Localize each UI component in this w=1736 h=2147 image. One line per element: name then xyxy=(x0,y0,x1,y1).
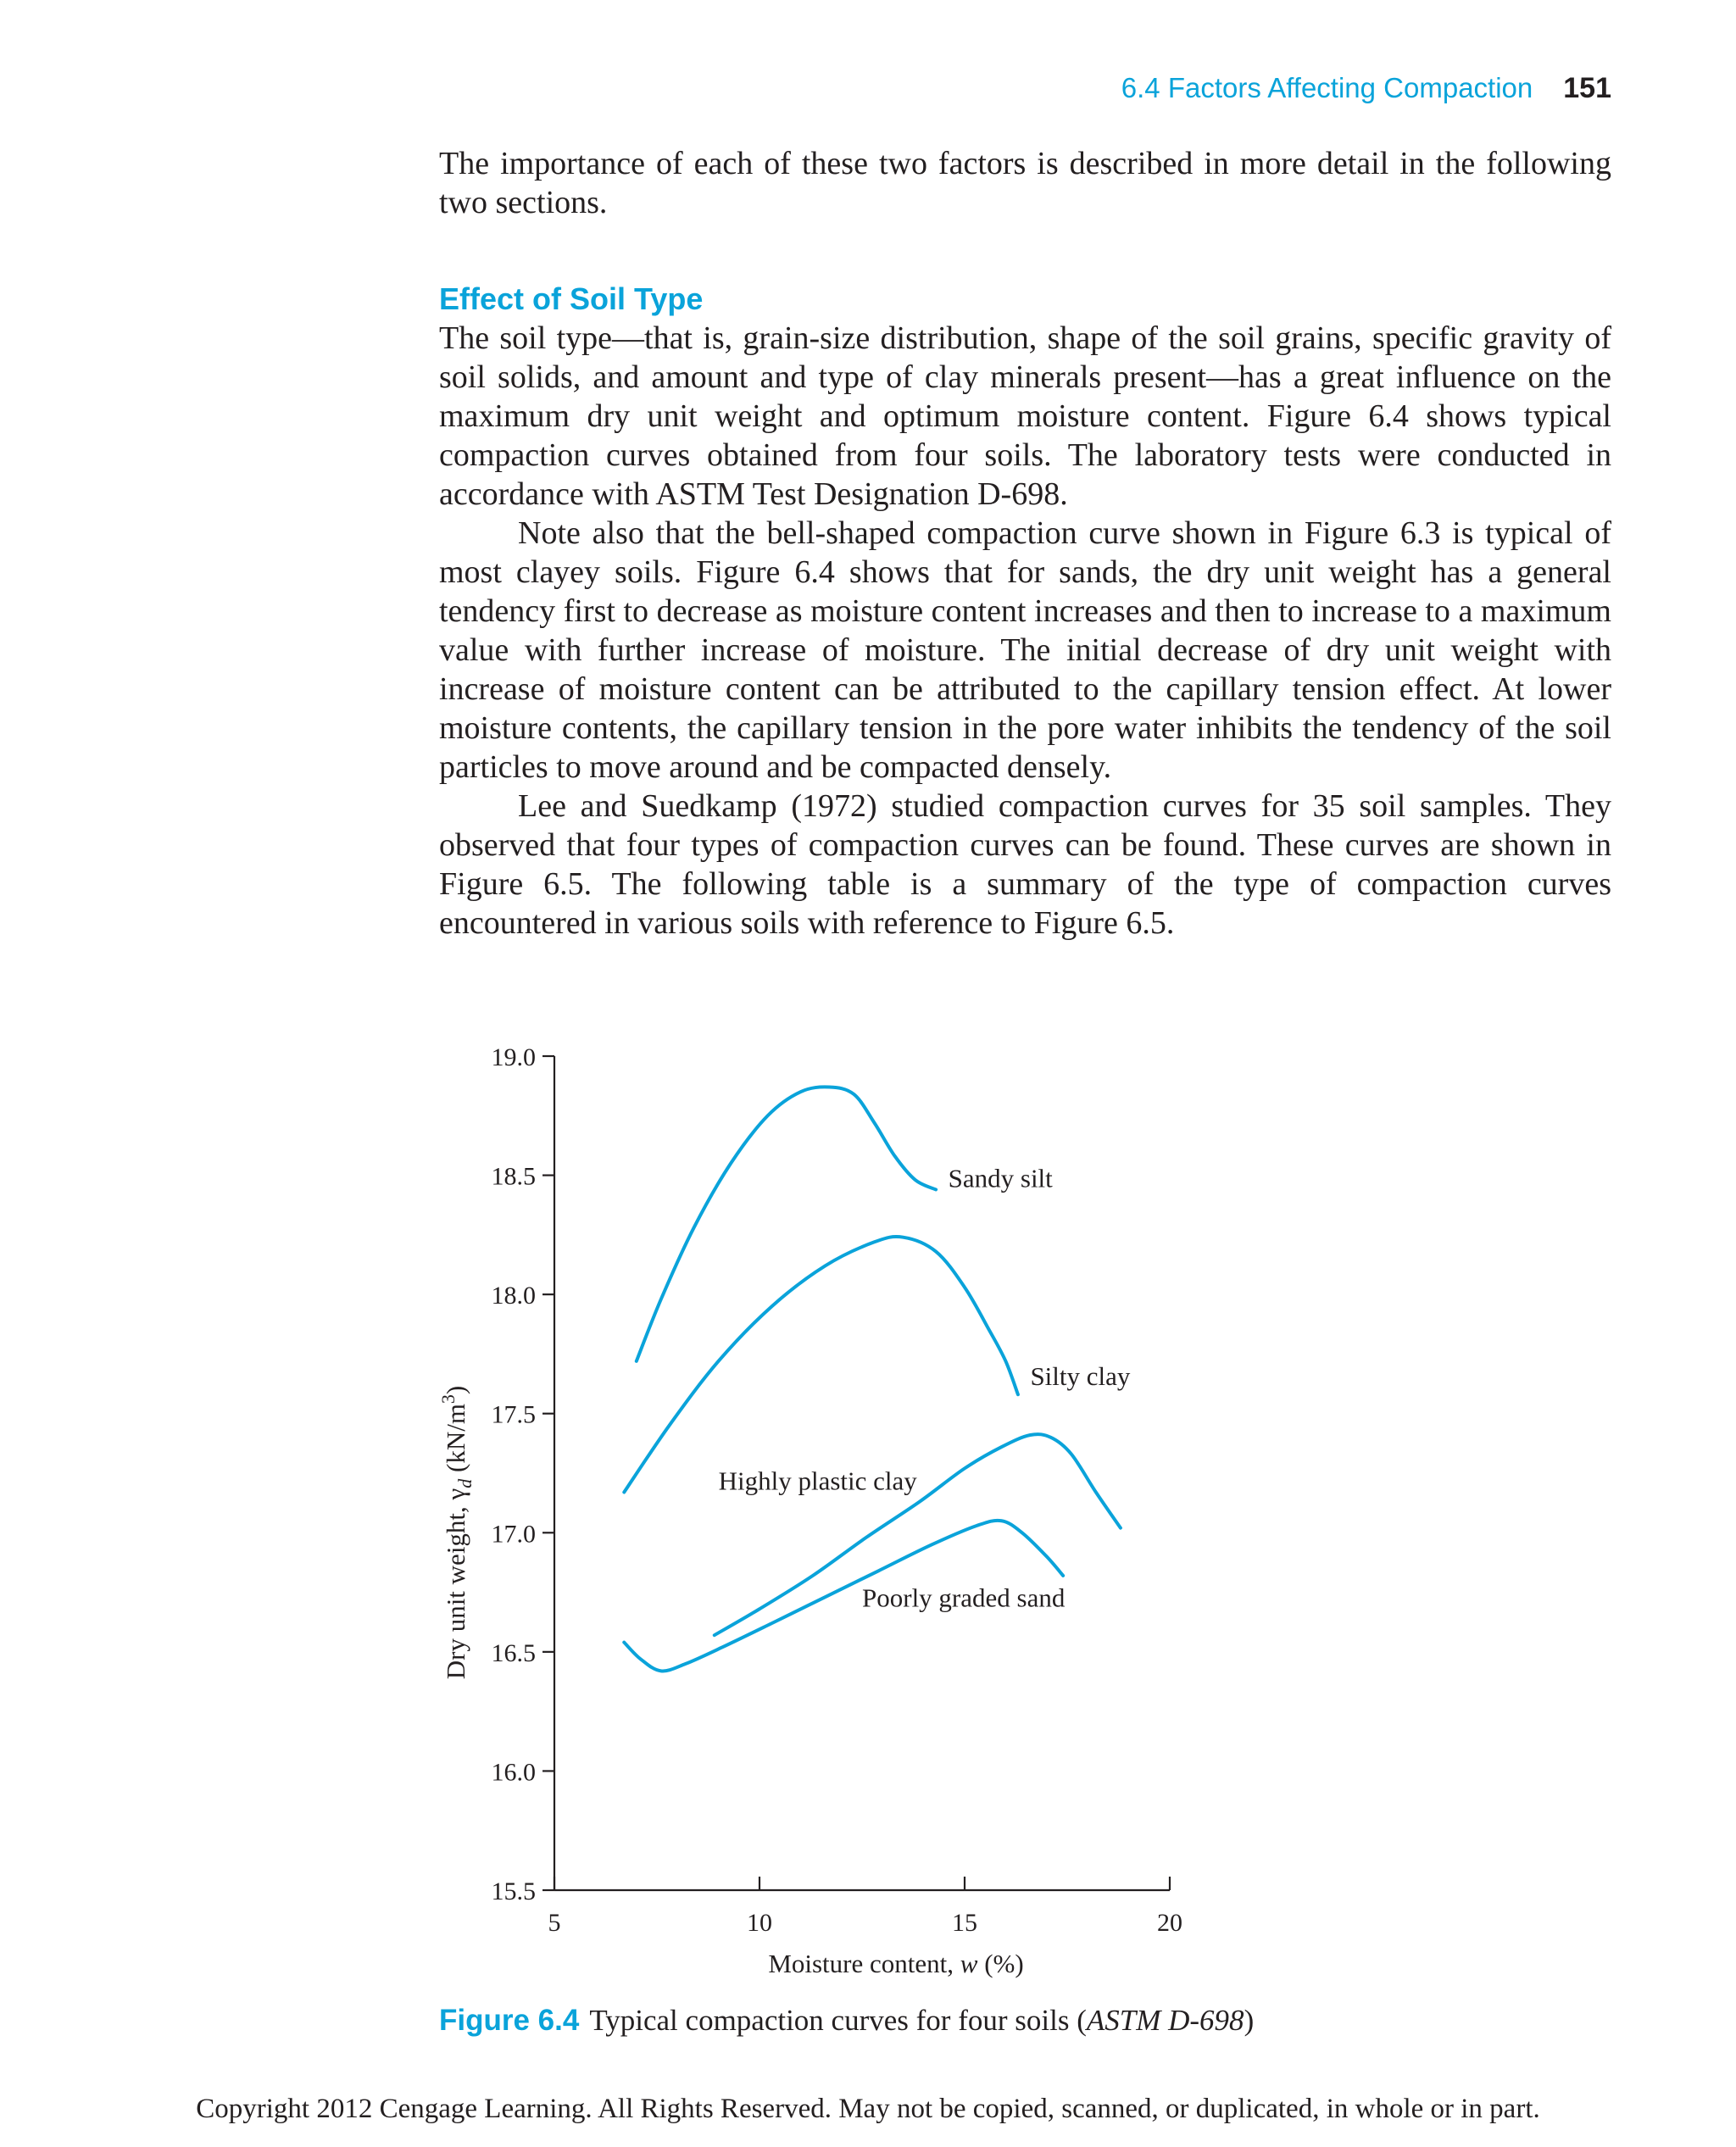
y-tick-label: 15.5 xyxy=(491,1877,536,1905)
curve-label: Highly plastic clay xyxy=(718,1466,917,1496)
x-axis-label: Moisture content, w (%) xyxy=(768,1949,1024,1978)
y-tick-label: 16.0 xyxy=(491,1758,536,1787)
curve-label: Poorly graded sand xyxy=(862,1582,1066,1613)
section-heading: Effect of Soil Type xyxy=(439,281,704,316)
chart-labels xyxy=(719,1164,1131,1613)
figure-number: Figure 6.4 xyxy=(439,2004,580,2037)
figure-caption xyxy=(439,2002,1254,2039)
y-tick-label: 16.5 xyxy=(491,1638,536,1667)
running-head-section: 6.4 Factors Affecting Compaction xyxy=(1121,72,1533,103)
x-tick-label: 20 xyxy=(1157,1909,1182,1937)
paragraph-1: The soil type—that is, grain-size distribution, shape of the soil grains, specific gravity of soil solids, and amount and type of clay minerals present—has a great influence on the maximum dry unit weight and optimum moisture content. Figure 6.4 shows typical compaction curves obtained from four soils. The laboratory tests were conducted in accordance with ASTM Test Designation D-698. xyxy=(439,320,1611,512)
y-tick-label: 18.0 xyxy=(491,1282,536,1310)
caption-text: Typical compaction curves for four soils ( xyxy=(589,2004,1087,2037)
y-tick-label: 17.5 xyxy=(491,1400,536,1429)
paragraph-3: Lee and Suedkamp (1972) studied compaction curves for 35 soil samples. They observed that four types of compaction curves can be found. These curves are shown in Figure 6.5. The following table is a summary of the type of compaction curves encountered in various soils with reference to Figure 6.5. xyxy=(439,788,1611,941)
curve-label: Silty clay xyxy=(1030,1360,1131,1391)
y-axis-label: Dry unit weight, $\gamma_d$ $(kN/m^3)$ xyxy=(437,1385,476,1680)
y-tick-label: 17.0 xyxy=(491,1520,536,1549)
x-tick-label: 15 xyxy=(952,1909,977,1937)
paragraph-2: Note also that the bell-shaped compaction curve shown in Figure 6.3 is typical of most clayey soils. Figure 6.4 shows that for sands, the dry unit weight has a general tendency first to decrease as moisture content increases and then to increase to a maximum value with further increase of moisture. The initial decrease of dry unit weight with increase of moisture content can be attributed to the capillary tension effect. At lower moisture contents, the capillary tension in the pore water inhibits the tendency of the soil particles to move around and be compacted densely. xyxy=(439,515,1611,785)
y-tick-label: 19.0 xyxy=(491,1043,536,1071)
page-number: 151 xyxy=(1563,72,1611,104)
series-line-sandy-silt xyxy=(637,1087,936,1360)
x-tick-label: 5 xyxy=(548,1909,561,1937)
caption-standard: ASTM D-698 xyxy=(1086,2004,1244,2037)
curve-label: Sandy silt xyxy=(948,1163,1053,1193)
caption-end: ) xyxy=(1244,2004,1255,2037)
series-line-silty-clay xyxy=(624,1237,1018,1493)
copyright-notice: Copyright 2012 Cengage Learning. All Rights Reserved. May not be copied, scanned, or duplicated, in whole or in part. xyxy=(196,2094,1540,2124)
y-tick-label: 18.5 xyxy=(491,1162,536,1191)
intro-text: The importance of each of these two factors is described in more detail in the following two sections. xyxy=(439,146,1611,220)
chart-axes xyxy=(437,1043,1182,1978)
x-tick-label: 10 xyxy=(747,1909,772,1937)
